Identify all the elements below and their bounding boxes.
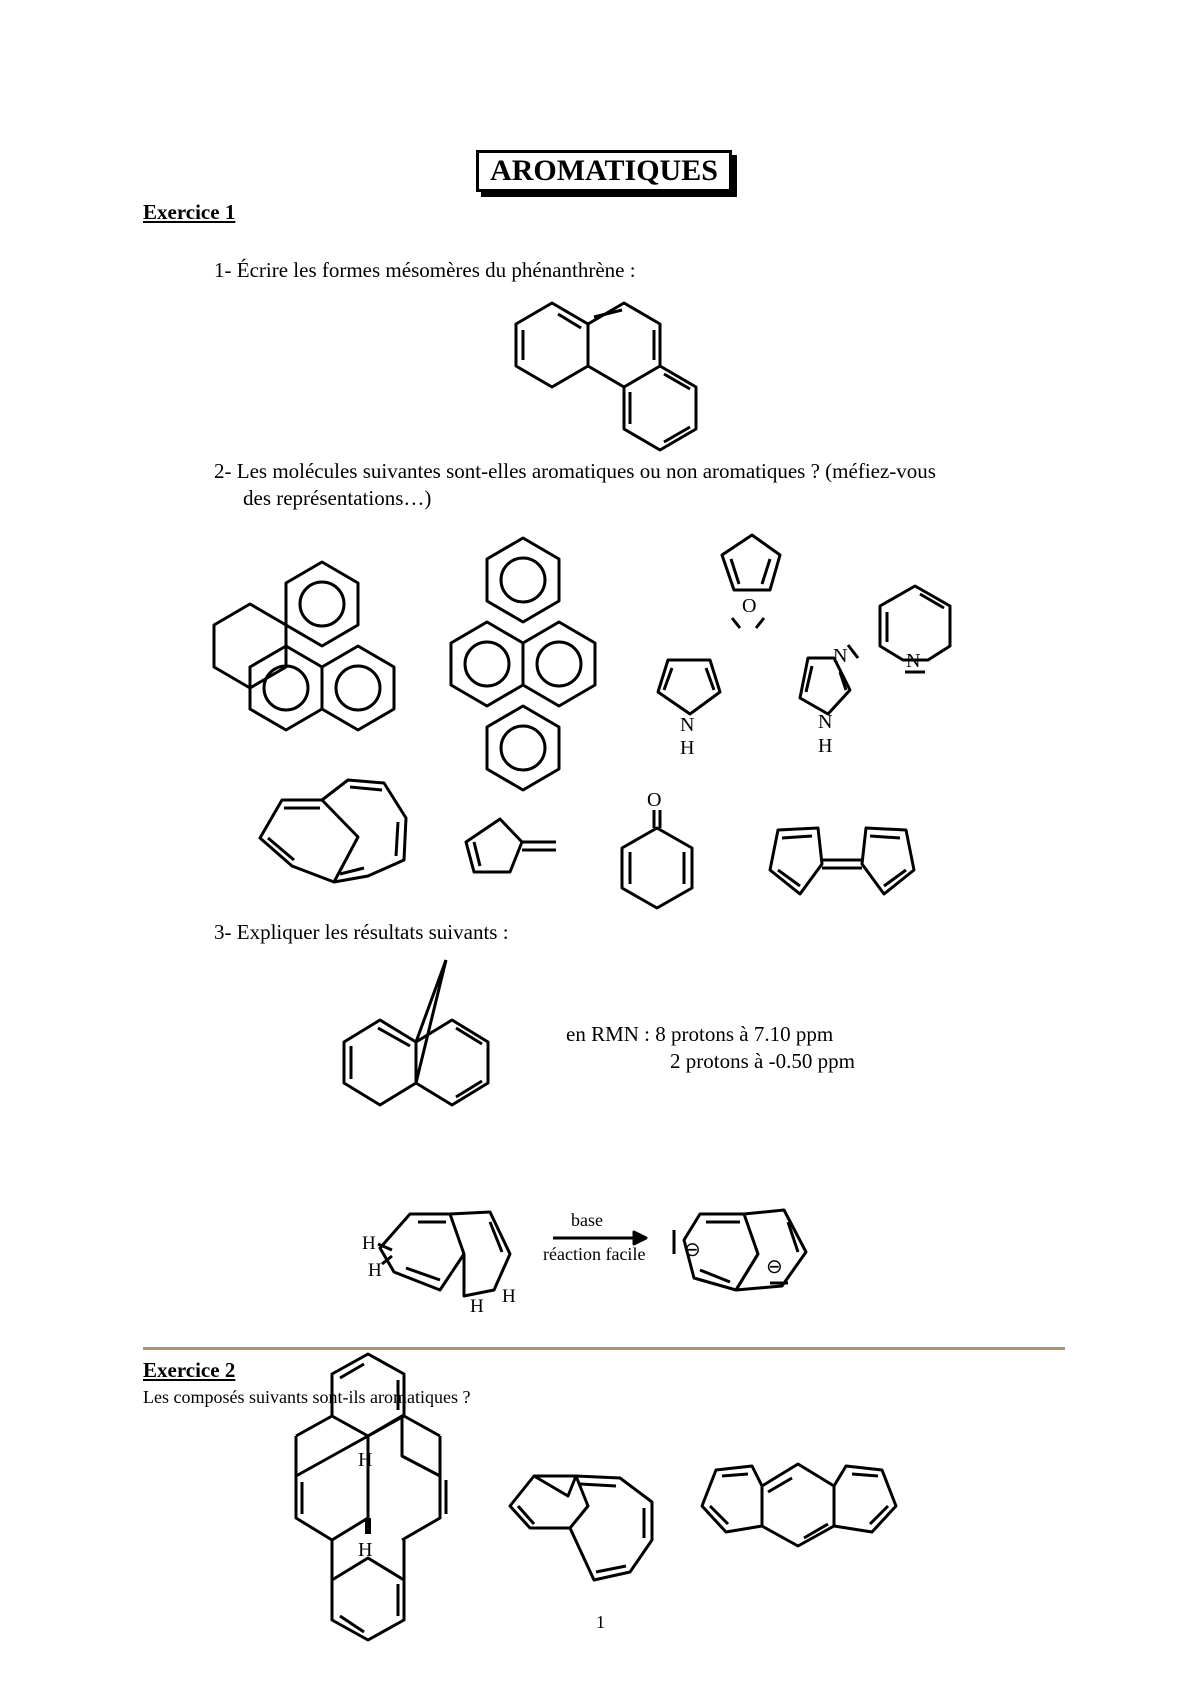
furan-structure [722, 535, 780, 628]
nmr-result-line-1: en RMN : 8 protons à 7.10 ppm [566, 1022, 834, 1046]
reaction-arrow-label-base: base [571, 1210, 603, 1230]
exercise-2-question: Les composés suivants sont-ils aromatiques ? [143, 1387, 471, 1407]
pyrene-structure [451, 538, 595, 790]
imidazole-structure [800, 645, 858, 757]
exercise-1-heading: Exercice 1 [143, 200, 236, 224]
methano-annulene-structure [344, 960, 488, 1105]
indacene-structure [702, 1464, 896, 1546]
question-2-text-line-2: des représentations…) [243, 486, 432, 510]
dihydropyrene-structure [296, 1354, 446, 1640]
pentalene-dianion-structure [674, 1210, 806, 1290]
question-1-text: 1- Écrire les formes mésomères du phénanthrène : [214, 258, 636, 282]
anion-charge-label-1: ⊖ [684, 1239, 701, 1261]
dihydropentalene-structure [362, 1212, 516, 1317]
exercise-2-heading: Exercice 2 [143, 1358, 236, 1382]
azulene-structure [260, 780, 406, 882]
furan-oxygen-label: O [742, 595, 757, 617]
anion-charge-label-2: ⊖ [766, 1256, 783, 1278]
fulvalene-structure [770, 828, 914, 894]
imidazole-hydrogen-label: H [818, 735, 833, 757]
page-number: 1 [596, 1612, 605, 1632]
question-3-text: 3- Expliquer les résultats suivants : [214, 920, 509, 944]
fulvene-structure [466, 819, 556, 872]
phenalene-structure [214, 562, 394, 730]
pyrrole-structure [658, 660, 720, 759]
reaction-arrow-label-condition: réaction facile [543, 1244, 646, 1264]
ch2-hydrogen-label-2: H [368, 1260, 382, 1281]
ketone-oxygen-label: O [647, 789, 662, 811]
azulene-like-structure [510, 1476, 652, 1580]
imidazole-nitrogen-label: N [833, 645, 848, 667]
pyrrole-hydrogen-label: H [680, 737, 695, 759]
ch2-hydrogen-label-3: H [470, 1296, 484, 1317]
question-2-text-line-1: 2- Les molécules suivantes sont-elles aromatiques ou non aromatiques ? (méfiez-vous [214, 459, 936, 483]
bridgehead-hydrogen-label-bottom: H [358, 1539, 373, 1561]
reaction-arrow [553, 1232, 646, 1244]
ch2-hydrogen-label-1: H [362, 1233, 376, 1254]
pyrrole-nitrogen-label: N [680, 714, 695, 736]
ch2-hydrogen-label-4: H [502, 1286, 516, 1307]
imidazole-nh-nitrogen-label: N [818, 711, 833, 733]
nmr-result-line-2: 2 protons à -0.50 ppm [670, 1049, 855, 1073]
pyridine-structure [880, 586, 950, 672]
page-title: AROMATIQUES [476, 150, 732, 192]
bridgehead-hydrogen-label-top: H [358, 1449, 373, 1471]
pyridine-nitrogen-label: N [906, 650, 921, 672]
cyclohexadienone-structure [622, 789, 692, 908]
phenanthrene-structure [516, 303, 696, 450]
